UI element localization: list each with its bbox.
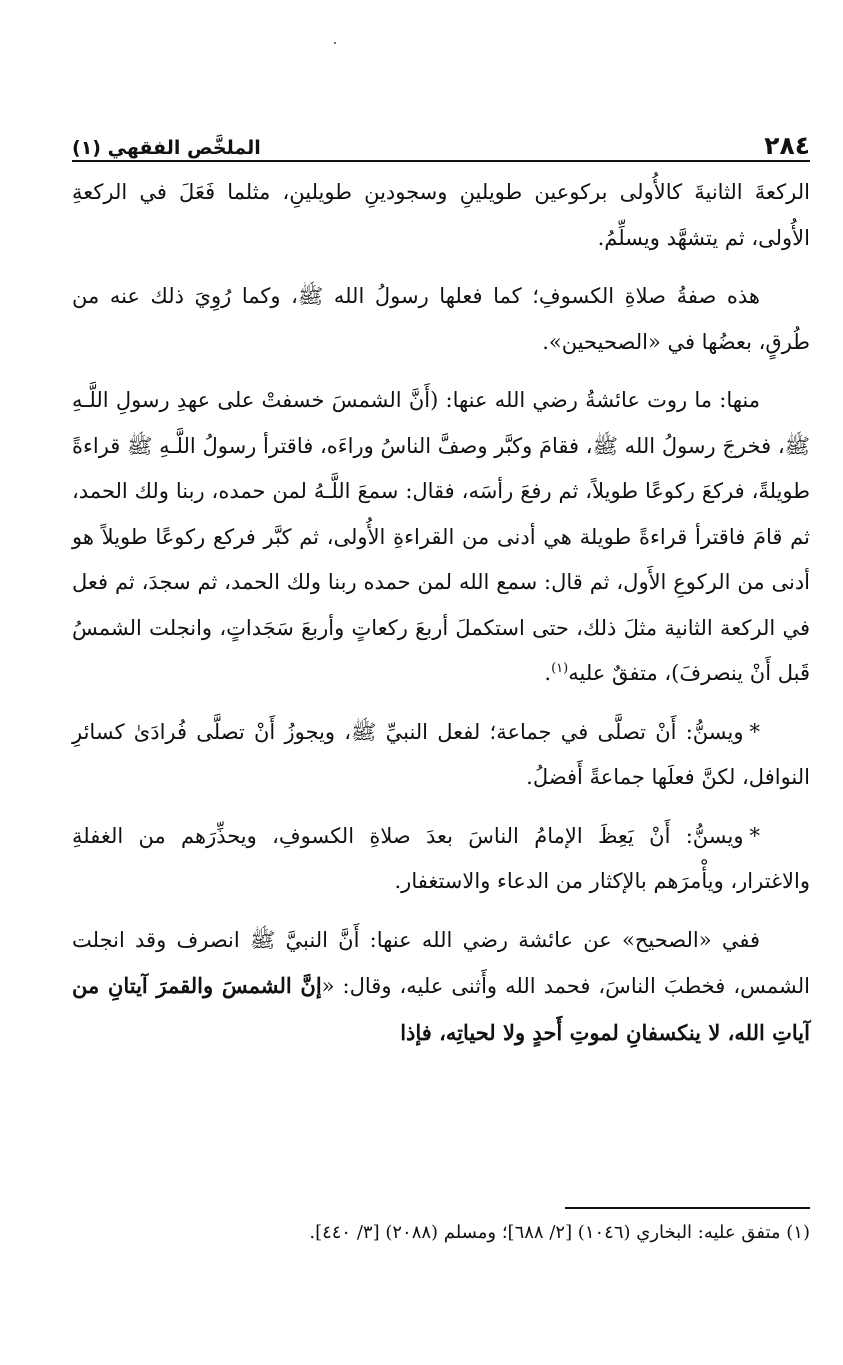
footnote-reference: (١) bbox=[551, 661, 569, 676]
paragraph-2: هذه صفةُ صلاةِ الكسوفِ؛ كما فعلها رسولُ الله ﷺ، وكما رُوِيَ ذلك عنه من طُرقٍ، بعضُها في «الصحيحين». bbox=[72, 284, 810, 354]
footnote-divider bbox=[565, 1207, 810, 1209]
paragraph-4 bbox=[72, 710, 810, 801]
paragraph-3-end: . bbox=[544, 661, 552, 685]
paragraph-3 bbox=[72, 378, 810, 697]
paragraph-5-text: ويسنُّ: أَنْ يَعِظَ الإمامُ الناسَ بعدَ صلاةِ الكسوفِ، ويحذِّرَهم من الغفلةِ والاغترار، ويأْمرَهم بالإكثار من الدعاء والاستغفار. bbox=[72, 823, 810, 893]
paragraph-5 bbox=[72, 814, 810, 905]
asterisk-marker: * bbox=[749, 719, 760, 744]
asterisk-marker: * bbox=[749, 823, 760, 848]
paragraph-6-text: ففي «الصحيح» عن عائشة رضي الله عنها: أَنَّ النبيَّ ﷺ انصرف وقد انجلت الشمس، فخطبَ الناسَ، فحمد الله وأَثنى عليه، وقال: « bbox=[72, 927, 810, 998]
hadith-quote-bold: إنَّ الشمسَ والقمرَ آيتانِ من آياتِ الله، لا ينكسفانِ لموتِ أَحدٍ ولا لحياتِه، فإذا bbox=[72, 973, 810, 1045]
paragraph-1: الركعةَ الثانيةَ كالأُولى بركوعين طويلينِ وسجودينِ طويلينِ، مثلما فَعَلَ في الركعةِ الأُولى، ثم يتشهَّد ويسلِّمُ. bbox=[72, 180, 810, 250]
header-divider bbox=[72, 160, 810, 162]
running-title: الملخَّص الفقهي (١) bbox=[72, 137, 261, 159]
footnote: (١) متفق عليه: البخاري (١٠٤٦) [٢/ ٦٨٨]؛ ومسلم (٢٠٨٨) [٣/ ٤٤٠]. bbox=[309, 1222, 810, 1243]
paragraph-6 bbox=[72, 918, 810, 1057]
paragraph-4-text: ويسنُّ: أَنْ تصلَّى في جماعة؛ لفعل النبيِّ ﷺ، ويجوزُ أَنْ تصلَّى فُرادَىٰ كسائرِ النوافل، لكنَّ فعلَها جماعةً أَفضلُ. bbox=[72, 719, 810, 789]
hadith-text: منها: ما روت عائشةُ رضي الله عنها: (أَنَّ الشمسَ خسفتْ على عهدِ رسولِ اللَّـهِ ﷺ، فخرجَ رسولُ الله ﷺ، فقامَ وكبَّر وصفَّ الناسُ وراءَه، فاقترأ رسولُ اللَّـهِ ﷺ قراءةً طويلةً، فركعَ ركوعًا طويلاً، ثم رفعَ رأسَه، فقال: سمعَ اللَّـهُ لمن حمده، ربنا ولك الحمد، ثم قامَ فاقترأ قراءةً طويلة هي أدنى من القراءةِ الأُولى، ثم كبَّر فركع ركوعًا طويلاً هو أدنى من الركوعِ الأَول، ثم قال: سمع الله لمن حمده ربنا ولك الحمد، ثم سجدَ، ثم فعل في الركعة الثانية مثلَ ذلك، حتى استكملَ أربعَ ركعاتٍ وأربعَ سَجَداتٍ، وانجلت الشمسُ قَبل أَنْ ينصرفَ)، متفقٌ عليه bbox=[72, 388, 810, 685]
scan-speck bbox=[334, 42, 336, 44]
page-number: ٢٨٤ bbox=[764, 131, 810, 160]
page-header bbox=[72, 118, 810, 158]
main-text bbox=[72, 170, 810, 1069]
